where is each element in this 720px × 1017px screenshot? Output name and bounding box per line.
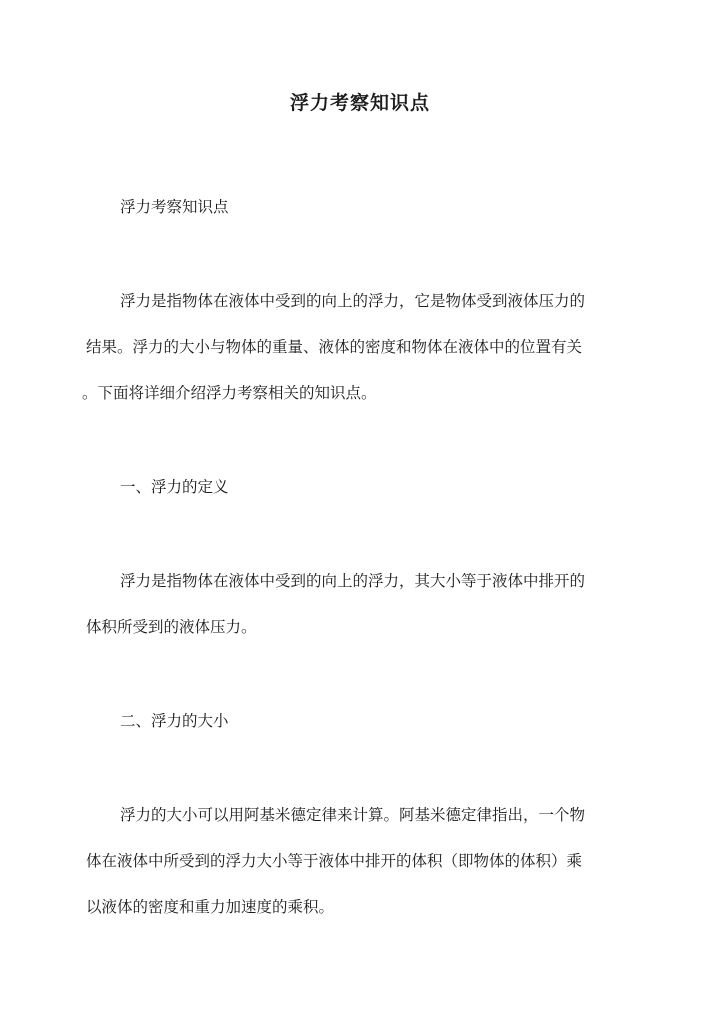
section-1-line-2: 体积所受到的液体压力。 (86, 618, 257, 636)
section-1-line-1: 浮力是指物体在液体中受到的向上的浮力，其大小等于液体中排开的 (120, 572, 586, 590)
subtitle-text: 浮力考察知识点 (120, 198, 229, 216)
section-2-line-2: 体在液体中所受到的浮力大小等于液体中排开的体积（即物体的体积）乘 (86, 852, 583, 870)
document-title: 浮力考察知识点 (289, 92, 430, 114)
section-2-line-1: 浮力的大小可以用阿基米德定律来计算。阿基米德定律指出，一个物 (120, 806, 586, 824)
intro-line-1: 浮力是指物体在液体中受到的向上的浮力，它是物体受到液体压力的 (120, 292, 586, 310)
section-1-heading-text: 一、浮力的定义 (120, 478, 229, 496)
section-1-heading (86, 464, 634, 510)
section-2-line-3: 以液体的密度和重力加速度的乘积。 (86, 898, 335, 916)
intro-paragraph (82, 278, 634, 416)
intro-line-3: 。下面将详细介绍浮力考察相关的知识点。 (82, 384, 377, 402)
intro-line-2: 结果。浮力的大小与物体的重量、液体的密度和物体在液体中的位置有关 (86, 338, 583, 356)
section-1-paragraph (86, 558, 634, 650)
section-2-paragraph (86, 792, 634, 930)
section-2-heading (86, 698, 634, 744)
document-subtitle (86, 184, 634, 230)
section-2-heading-text: 二、浮力的大小 (120, 712, 229, 730)
